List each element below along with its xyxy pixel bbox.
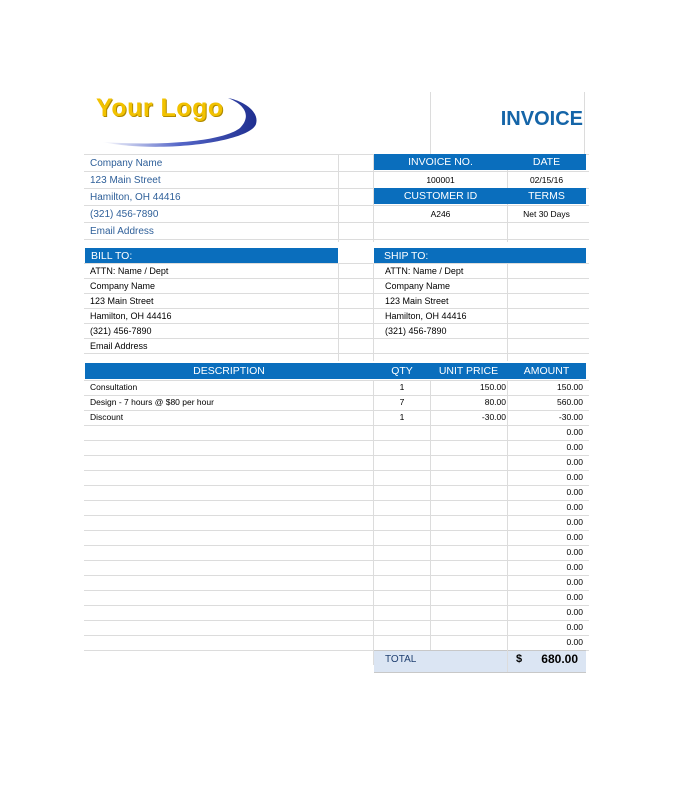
ship-to-attn: ATTN: Name / Dept: [385, 266, 464, 276]
row-divider: [84, 380, 589, 381]
item-amount: 0.00: [566, 562, 583, 572]
company-phone: (321) 456-7890: [90, 209, 159, 220]
item-unit-price: [431, 635, 506, 650]
ship-to-street: 123 Main Street: [385, 296, 449, 306]
item-description: [90, 515, 370, 530]
item-description: [90, 620, 370, 635]
item-qty: [374, 455, 430, 470]
item-amount: 0.00: [566, 457, 583, 467]
item-description: [90, 530, 370, 545]
row-divider: [84, 560, 589, 561]
item-qty: [374, 500, 430, 515]
row-divider: [84, 485, 589, 486]
company-street: 123 Main Street: [90, 175, 161, 186]
row-divider: [84, 620, 589, 621]
item-unit-price: [431, 560, 506, 575]
item-unit-price: [431, 530, 506, 545]
item-qty: [374, 575, 430, 590]
item-unit-price: [431, 605, 506, 620]
item-unit-price: [431, 440, 506, 455]
item-unit-price: [431, 485, 506, 500]
item-qty: [374, 560, 430, 575]
item-amount: -30.00: [558, 412, 583, 422]
row-divider: [84, 545, 589, 546]
total-label: TOTAL: [385, 654, 417, 665]
item-qty: [374, 545, 430, 560]
item-amount: 0.00: [566, 427, 583, 437]
column-divider: [373, 380, 374, 665]
item-amount: 0.00: [566, 592, 583, 602]
item-qty: [374, 425, 430, 440]
total-currency: $: [516, 653, 523, 665]
row-divider: [84, 590, 589, 591]
item-qty: [374, 515, 430, 530]
logo-text: Your Logo: [96, 94, 224, 122]
item-description: [90, 440, 370, 455]
item-amount: 0.00: [566, 577, 583, 587]
row-divider: [84, 635, 589, 636]
bill-to-company: Company Name: [90, 281, 156, 291]
ship-to-phone: (321) 456-7890: [385, 326, 447, 336]
bill-to-attn: ATTN: Name / Dept: [90, 266, 169, 276]
item-description: [90, 470, 370, 485]
item-amount: 0.00: [566, 532, 583, 542]
ship-to-label: SHIP TO:: [384, 250, 429, 262]
item-amount: 560.00: [557, 397, 583, 407]
company-city: Hamilton, OH 44416: [90, 192, 181, 203]
column-divider: [430, 380, 431, 665]
company-name: Company Name: [90, 158, 163, 169]
ship-to-city: Hamilton, OH 44416: [385, 311, 467, 321]
item-description: [90, 575, 370, 590]
bill-to-header: [85, 248, 338, 264]
item-description: Design - 7 hours @ $80 per hour: [90, 397, 214, 407]
item-amount: 0.00: [566, 607, 583, 617]
item-qty: [374, 605, 430, 620]
item-description: [90, 425, 370, 440]
item-amount: 0.00: [566, 442, 583, 452]
invoice-no-value: 100001: [426, 175, 455, 185]
terms-label: TERMS: [528, 190, 565, 202]
date-value: 02/15/16: [529, 175, 564, 185]
item-amount: 150.00: [557, 382, 583, 392]
customer-meta-header: [374, 188, 586, 204]
amount-header: AMOUNT: [523, 365, 570, 377]
row-divider: [84, 530, 589, 531]
date-label: DATE: [532, 156, 561, 168]
item-unit-price: [431, 470, 506, 485]
items-header: [85, 363, 586, 379]
item-amount: 0.00: [566, 472, 583, 482]
unit-price-header: UNIT PRICE: [438, 365, 499, 377]
bill-to-phone: (321) 456-7890: [90, 326, 152, 336]
customer-id-value: A246: [430, 209, 451, 219]
item-description: [90, 560, 370, 575]
customer-id-label: CUSTOMER ID: [403, 190, 478, 202]
item-description: [90, 590, 370, 605]
row-divider: [84, 515, 589, 516]
item-unit-price: -30.00: [481, 412, 506, 422]
bill-to-email: Email Address: [90, 341, 148, 351]
item-unit-price: [431, 620, 506, 635]
item-unit-price: [431, 575, 506, 590]
row-divider: [84, 455, 589, 456]
item-unit-price: 150.00: [480, 382, 506, 392]
row-divider: [84, 425, 589, 426]
item-amount: 0.00: [566, 517, 583, 527]
item-qty: 7: [399, 397, 405, 407]
terms-value: Net 30 Days: [523, 209, 570, 219]
item-unit-price: [431, 545, 506, 560]
row-divider: [84, 470, 589, 471]
row-divider: [84, 575, 589, 576]
item-qty: [374, 485, 430, 500]
bill-to-street: 123 Main Street: [90, 296, 154, 306]
bill-to-city: Hamilton, OH 44416: [90, 311, 172, 321]
qty-header: QTY: [391, 365, 413, 377]
invoice-meta-header: [374, 154, 586, 170]
item-description: [90, 455, 370, 470]
item-unit-price: 80.00: [484, 397, 506, 407]
company-email: Email Address: [90, 226, 154, 237]
row-divider: [84, 500, 589, 501]
item-description: [90, 500, 370, 515]
item-qty: [374, 620, 430, 635]
total-value: 680.00: [541, 652, 578, 666]
item-qty: [374, 635, 430, 650]
item-unit-price: [431, 590, 506, 605]
row-divider: [84, 395, 589, 396]
item-amount: 0.00: [566, 547, 583, 557]
item-description: Consultation: [90, 382, 138, 392]
item-qty: [374, 440, 430, 455]
item-amount: 0.00: [566, 487, 583, 497]
row-divider: [84, 440, 589, 441]
item-qty: 1: [399, 382, 405, 392]
item-unit-price: [431, 500, 506, 515]
invoice-no-label: INVOICE NO.: [408, 156, 473, 168]
item-amount: 0.00: [566, 502, 583, 512]
logo: [90, 92, 260, 148]
item-description: [90, 635, 370, 650]
item-qty: 1: [399, 412, 405, 422]
item-description: [90, 485, 370, 500]
column-divider: [507, 380, 508, 665]
item-unit-price: [431, 425, 506, 440]
item-unit-price: [431, 455, 506, 470]
invoice-title: INVOICE: [500, 108, 583, 130]
item-amount: 0.00: [566, 622, 583, 632]
row-divider: [84, 605, 589, 606]
item-description: [90, 545, 370, 560]
item-unit-price: [431, 515, 506, 530]
item-amount: 0.00: [566, 637, 583, 647]
item-qty: [374, 470, 430, 485]
row-divider: [84, 410, 589, 411]
item-description: Discount: [90, 412, 124, 422]
item-description: [90, 605, 370, 620]
description-header: DESCRIPTION: [193, 365, 265, 377]
ship-to-header: [374, 248, 586, 264]
item-qty: [374, 590, 430, 605]
bill-to-label: BILL TO:: [91, 250, 133, 262]
item-qty: [374, 530, 430, 545]
ship-to-company: Company Name: [385, 281, 451, 291]
